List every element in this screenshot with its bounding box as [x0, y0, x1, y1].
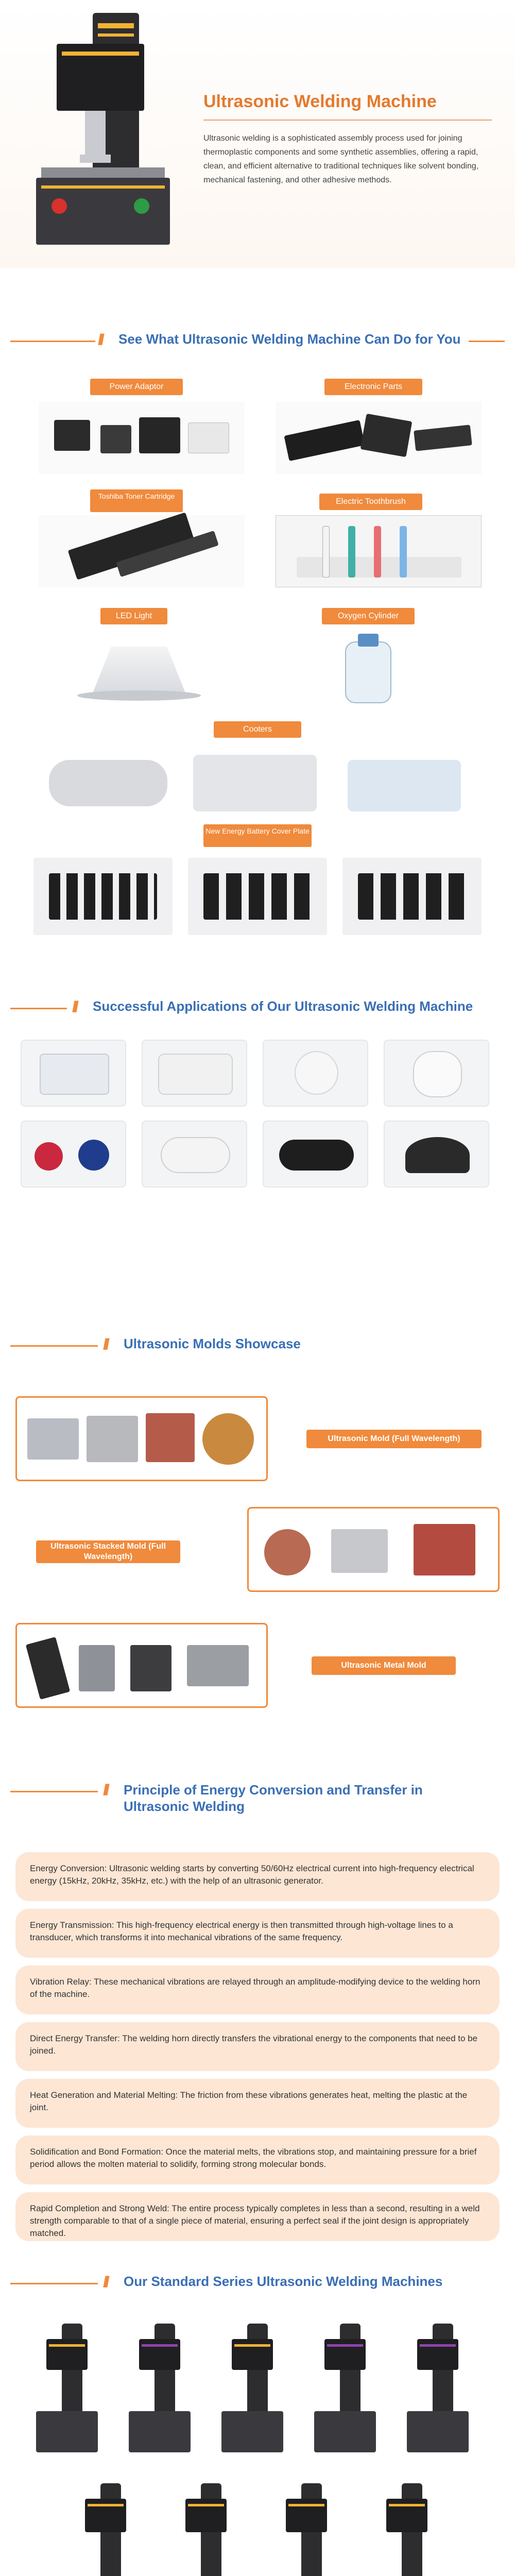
application-photo	[21, 1040, 126, 1107]
section-title: Our Standard Series Ultrasonic Welding Machines	[124, 2274, 443, 2289]
principle-step: Solidification and Bond Formation: Once the material melts, the vibrations stop, and maintaining pressure for a brief period allows the molten material to solidify, forming strong molecular bonds.	[15, 2136, 500, 2184]
hero-machine-image	[21, 13, 180, 255]
item-image-cooters	[39, 744, 476, 822]
section-title: See What Ultrasonic Welding Machine Can Do for You	[118, 331, 461, 347]
principle-step: Rapid Completion and Strong Weld: The entire process typically completes in less than a second, resulting in a weld strength comparable to that of a single piece of material, ensuring a perfect seal if the joint design is appropriately matched.	[15, 2192, 500, 2241]
standard-machines-gallery	[0, 2313, 515, 2576]
principle-step: Energy Transmission: This high-frequency electrical energy is then transmitted through high-voltage lines to a transducer, which transforms it into mechanical vibrations of the same frequency.	[15, 1909, 500, 1958]
mold-label-metal: Ultrasonic Metal Mold	[312, 1656, 456, 1675]
mold-image-full-wavelength	[15, 1396, 268, 1481]
principle-step: Direct Energy Transfer: The welding horn directly transfers the vibrational energy to the components that need to be joined.	[15, 2022, 500, 2071]
machine-photo	[121, 2324, 198, 2458]
application-photo	[21, 1121, 126, 1188]
page-title: Ultrasonic Welding Machine	[203, 92, 437, 111]
mold-image-stacked	[247, 1507, 500, 1592]
machine-photo	[268, 2483, 345, 2576]
principle-step: Energy Conversion: Ultrasonic welding starts by converting 50/60Hz electrical current into high-frequency electrical energy (15kHz, 20kHz, 35kHz, etc.) with the help of an ultrasonic generator.	[15, 1852, 500, 1901]
mold-label-full-wavelength: Ultrasonic Mold (Full Wavelength)	[306, 1430, 482, 1448]
application-photo	[263, 1121, 368, 1188]
item-image-oxygen-cylinder	[288, 631, 453, 714]
item-image-power-adaptor	[39, 402, 245, 474]
item-label-toothbrush: Electric Toothbrush	[319, 494, 422, 510]
machine-photo	[399, 2324, 476, 2458]
mold-label-stacked: Ultrasonic Stacked Mold (Full Wavelength)	[36, 1540, 180, 1563]
section-title: Ultrasonic Molds Showcase	[124, 1336, 301, 1351]
application-photo	[384, 1040, 489, 1107]
section-header-can-do: /// See What Ultrasonic Welding Machine Can Do for You	[0, 322, 515, 358]
section-header-standard: /// Our Standard Series Ultrasonic Welding Machines	[0, 2264, 515, 2300]
item-label-cooters: Cooters	[214, 721, 301, 738]
hero-section	[0, 0, 515, 268]
item-label-led-light: LED Light	[100, 608, 167, 624]
application-photo	[384, 1121, 489, 1188]
section-header-applications: /// Successful Applications of Our Ultrasonic Welding Machine	[0, 989, 515, 1025]
machine-photo	[306, 2324, 384, 2458]
principle-step: Vibration Relay: These mechanical vibrations are relayed through an amplitude-modifying device to the welding horn of the machine.	[15, 1965, 500, 2014]
principle-step: Heat Generation and Material Melting: The friction from these vibrations generates heat, melting the plastic at the joint.	[15, 2079, 500, 2128]
item-label-oxygen-cylinder: Oxygen Cylinder	[322, 608, 415, 624]
machine-photo	[28, 2324, 106, 2458]
machine-photo	[368, 2483, 445, 2576]
machine-photo	[67, 2483, 144, 2576]
item-image-toner-cartridge	[39, 515, 245, 587]
item-image-electronic-parts	[276, 402, 482, 474]
mold-image-metal	[15, 1623, 268, 1708]
application-photo	[142, 1121, 247, 1188]
hero-description: Ultrasonic welding is a sophisticated assembly process used for joining thermoplastic components and some synthetic assemblies, offering a rapid, clean, and efficient alternative to traditional techniques like solvent bonding, mechanical fastening, and other adhesive methods.	[203, 134, 479, 184]
item-label-toner-cartridge: Toshiba Toner Cartridge	[90, 489, 183, 512]
item-image-battery-cover	[28, 853, 487, 940]
item-label-electronic-parts: Electronic Parts	[324, 379, 422, 395]
application-photo	[142, 1040, 247, 1107]
item-label-power-adaptor: Power Adaptor	[90, 379, 183, 395]
title-divider	[203, 120, 492, 121]
machine-photo	[167, 2483, 245, 2576]
item-image-toothbrush	[276, 515, 482, 587]
item-label-battery-cover: New Energy Battery Cover Plate	[203, 824, 312, 847]
machine-photo	[214, 2324, 291, 2458]
application-photo	[263, 1040, 368, 1107]
section-title: Successful Applications of Our Ultrasonic Welding Machine	[93, 998, 473, 1014]
section-header-molds: /// Ultrasonic Molds Showcase	[0, 1327, 515, 1363]
item-image-led-light	[46, 631, 232, 714]
section-title: Principle of Energy Conversion and Transfer in Ultrasonic Welding	[124, 1782, 423, 1814]
section-header-principle: /// Principle of Energy Conversion and Transfer in Ultrasonic Welding	[0, 1772, 515, 1821]
